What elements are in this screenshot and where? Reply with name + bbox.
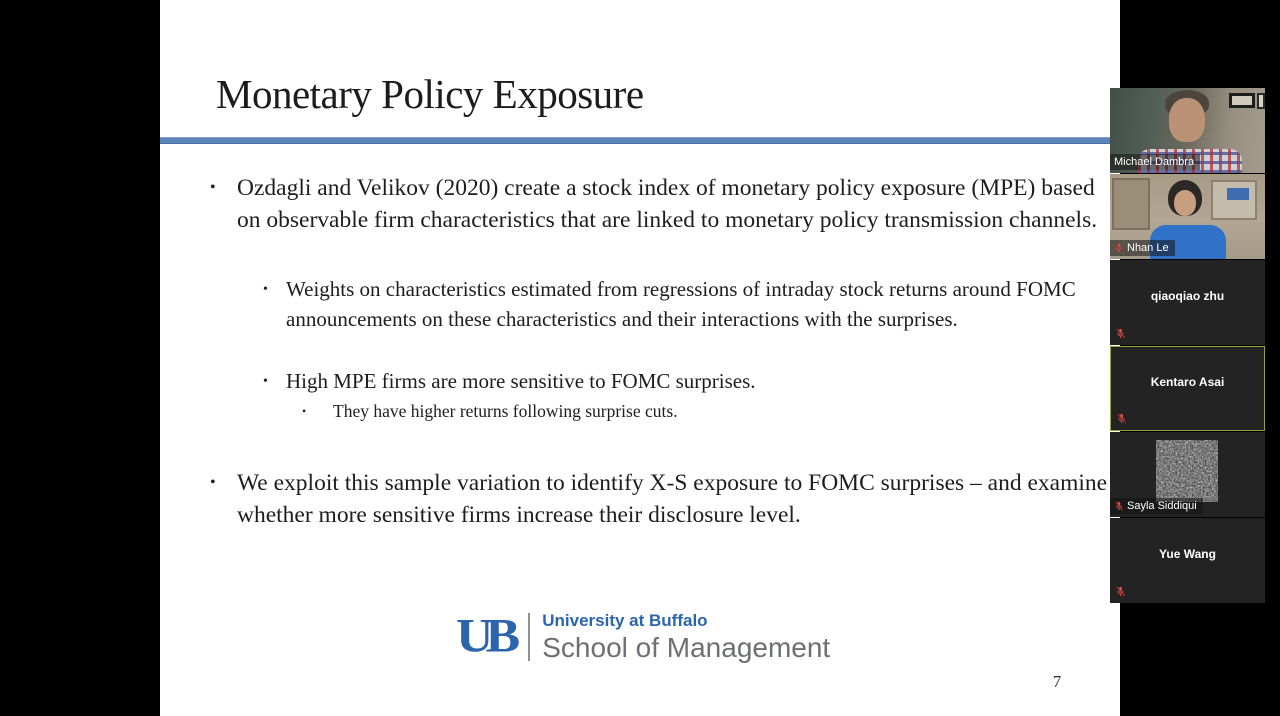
muted-mic-icon	[1115, 328, 1126, 339]
ub-monogram-logo: UB	[456, 610, 513, 663]
muted-mic-icon	[1115, 586, 1126, 597]
participant-tile-nhan-le[interactable]	[1110, 174, 1265, 259]
muted-mic-icon	[1114, 501, 1124, 511]
participant-name: Nhan Le	[1127, 242, 1169, 254]
background-cabinet	[1112, 178, 1150, 230]
presentation-slide	[160, 0, 1120, 716]
bullet-marker: •	[302, 404, 307, 418]
participant-tile-sayla-siddiqui[interactable]	[1110, 432, 1265, 517]
bullet-text: High MPE firms are more sensitive to FOMC surprises.	[286, 369, 756, 393]
bullet-marker: •	[263, 374, 268, 389]
background-picture-frame	[1229, 93, 1255, 108]
participant-name: Kentaro Asai	[1150, 375, 1225, 390]
background-picture-frame	[1257, 93, 1265, 109]
muted-mic-icon	[1114, 243, 1124, 253]
participant-name: Michael Dambra	[1114, 156, 1195, 168]
sub-bullet-item	[263, 275, 1108, 334]
participant-video-static	[1156, 440, 1218, 502]
participant-tile-qiaoqiao-zhu[interactable]	[1110, 260, 1265, 345]
background-shelf	[1227, 188, 1249, 200]
sub-sub-bullet-item	[302, 400, 1042, 423]
bullet-marker: •	[210, 179, 216, 196]
participant-name: Sayla Siddiqui	[1127, 500, 1197, 512]
bullet-item	[210, 172, 1114, 236]
bullet-text: Weights on characteristics estimated from regressions of intraday stock returns around FOMC announcements on these characteristics and their interactions with the surprises.	[286, 277, 1076, 331]
participant-name-tag	[1110, 240, 1175, 256]
slide-title: Monetary Policy Exposure	[216, 71, 644, 117]
participant-figure	[1169, 98, 1205, 142]
participant-name-tag	[1110, 154, 1200, 170]
participant-name: qiaoqiao zhu	[1150, 288, 1225, 303]
bullet-text: Ozdagli and Velikov (2020) create a stock index of monetary policy exposure (MPE) based on observable firm characteristics that are linked to monetary policy transmission channels.	[237, 175, 1098, 233]
logo-school-name: School of Management	[542, 631, 831, 663]
background-shelf	[1211, 180, 1257, 220]
bullet-marker: •	[210, 474, 216, 491]
sub-bullet-item	[263, 367, 1108, 397]
bullet-text: We exploit this sample variation to identify X-S exposure to FOMC surprises – and examine whether more sensitive firms increase their disclosure level.	[237, 470, 1108, 528]
participant-name-tag	[1110, 498, 1203, 514]
logo-org-name: University at Buffalo	[542, 610, 708, 630]
participant-tile-kentaro-asai[interactable]	[1110, 346, 1265, 431]
slide-page-number: 7	[1052, 672, 1062, 691]
muted-mic-icon	[1116, 413, 1127, 424]
logo-divider	[528, 613, 530, 661]
participant-tile-michael-dambra[interactable]	[1110, 88, 1265, 173]
bullet-marker: •	[263, 282, 268, 297]
participant-figure	[1174, 190, 1196, 216]
title-accent-line	[160, 137, 1120, 144]
bullet-text: They have higher returns following surprise cuts.	[333, 401, 678, 421]
participant-name: Yue Wang	[1159, 546, 1216, 561]
participant-tile-yue-wang[interactable]	[1110, 518, 1265, 603]
participants-video-panel	[1110, 88, 1265, 604]
university-logo	[456, 604, 830, 670]
bullet-item	[210, 467, 1114, 531]
